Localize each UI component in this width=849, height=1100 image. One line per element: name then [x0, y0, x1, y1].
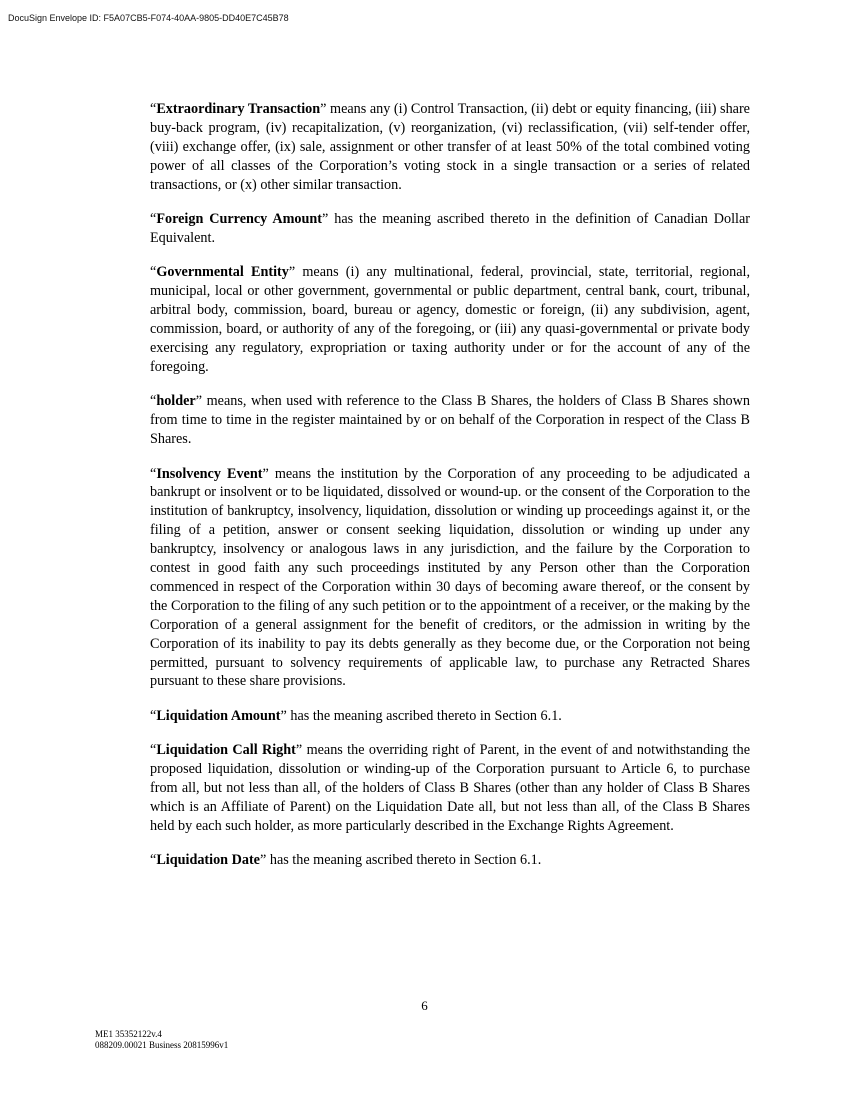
footer-line: ME1 35352122v.4 [95, 1029, 162, 1039]
definition-text: means, when used with reference to the Class B Shares, the holders of Class B Shares shown from time to time in the register maintained by or on behalf of the Corporation in respect of the Class B Shares. [150, 393, 750, 448]
definition-liquidation-date: “Liquidation Date” has the meaning ascribed thereto in Section 6.1. [150, 852, 542, 869]
definition-text: means (i) any multinational, federal, provincial, state, territorial, regional, municipal, local or other government, governmental or public department, central bank, court, tribunal, arbitral body, commission, board, bureau or agency, domestic or foreign, (ii) any subdivision, agent, commission, board, or authority of any of the foregoing, or (iii) any quasi-governmental or private body exercising any regulatory, expropriation or taxing authority under or for the account of any of the foregoing. [150, 264, 751, 375]
definition-text: means any (i) Control Transaction, (ii) debt or equity financing, (iii) share buy-back program, (iv) recapitalization, (v) reorganization, (vi) reclassification, (vii) self-tender offer, (viii) exchange offer, (ix) sale, assignment or other transfer of at least 50% of the total combined voting power of all classes of the Corporation’s voting stock in a single transaction or a series of related transactions, or (x) other similar transaction. [150, 101, 750, 193]
definition-text: has the meaning ascribed thereto in the definition of Canadian Dollar Equivalent. [150, 211, 750, 246]
definition-extraordinary-transaction: “Extraordinary Transaction” means any (i) Control Transaction, (ii) debt or equity financing, (iii) share buy-back program, (iv) recapitalization, (v) reorganization, (vi) reclassification, (vii) self-tender offer, (viii) exchange offer, (ix) sale, assignment or other transfer of at least 50% of the total combined voting power of all classes of the Corporation’s voting stock in a single transaction or a series of related transactions, or (x) other similar transaction. [150, 101, 750, 193]
definitions-body [150, 100, 750, 886]
defined-term: Liquidation Call Right [156, 742, 296, 759]
envelope-id: DocuSign Envelope ID: F5A07CB5-F074-40AA-9805-DD40E7C45B78 [8, 13, 289, 23]
definition-foreign-currency-amount: “Foreign Currency Amount” has the meaning ascribed thereto in the definition of Canadian Dollar Equivalent. [150, 211, 750, 246]
definition-text: means the institution by the Corporation of any proceeding to be adjudicated a bankrupt or insolvent or to be liquidated, dissolved or wound-up. or the consent of the Corporation to the institution of bankruptcy, insolvency, liquidation, dissolution or winding up proceedings against it, or the filing of a petition, answer or consent seeking liquidation, dissolution or winding up under any bankruptcy, insolvency or analogous laws in any jurisdiction, and the failure by the Corporation to contest in good faith any such proceedings instituted by any Person other than the Corporation commenced in respect of the Corporation within 30 days of becoming aware thereof, or the consent by the Corporation to the filing of any such petition or to the appointment of a receiver, or the making by the Corporation of a general assignment for the benefit of creditors, or the admission in writing by the Corporation of its inability to pay its debts generally as they become due, or the Corporation not being permitted, pursuant to solvency requirements of applicable law, to purchase any Retracted Shares pursuant to these share provisions. [150, 465, 750, 690]
definition-text: means the overriding right of Parent, in the event of and notwithstanding the proposed liquidation, dissolution or winding-up of the Corporation pursuant to Article 6, to purchase from all, but not less than all, of the holders of Class B Shares (other than any holder of Class B Shares which is an Affiliate of Parent) on the Liquidation Date all, but not less than all, of the Class B Shares held by each such holder, as more particularly described in the Exchange Rights Agreement. [150, 742, 750, 834]
defined-term: Extraordinary Transaction [156, 101, 321, 117]
definition-holder: “holder” means, when used with reference to the Class B Shares, the holders of Class B Shares shown from time to time in the register maintained by or on behalf of the Corporation in respect of the Class B Shares. [150, 393, 750, 448]
defined-term: Foreign Currency Amount [156, 211, 323, 228]
footer-line: 088209.00021 Business 20815996v1 [95, 1040, 229, 1050]
definition-text: has the meaning ascribed thereto in Section 6.1. [286, 707, 562, 724]
definition-insolvency-event: “Insolvency Event” means the institution by the Corporation of any proceeding to be adjudicated a bankrupt or insolvent or to be liquidated, dissolved or wound-up. or the consent of the Corporation to the institution of bankruptcy, insolvency, liquidation, dissolution or winding up proceedings against it, or the filing of a petition, answer or consent seeking liquidation, dissolution or winding up under any bankruptcy, insolvency or analogous laws in any jurisdiction, and the failure by the Corporation to contest in good faith any such proceedings instituted by any Person other than the Corporation commenced in respect of the Corporation within 30 days of becoming aware thereof, or the consent by the Corporation to the filing of any such petition or to the appointment of a receiver, or the making by the Corporation of a general assignment for the benefit of creditors, or the admission in writing by the Corporation of its inability to pay its debts generally as they become due, or the Corporation not being permitted, pursuant to solvency requirements of applicable law, to purchase any Retracted Shares pursuant to these share provisions. [150, 465, 750, 690]
defined-term: Insolvency Event [156, 465, 263, 482]
defined-term: Liquidation Date [156, 852, 260, 869]
definition-liquidation-call-right: “Liquidation Call Right” means the overriding right of Parent, in the event of and notwithstanding the proposed liquidation, dissolution or winding-up of the Corporation pursuant to Article 6, to purchase from all, but not less than all, of the holders of Class B Shares (other than any holder of Class B Shares which is an Affiliate of Parent) on the Liquidation Date all, but not less than all, of the Class B Shares held by each such holder, as more particularly described in the Exchange Rights Agreement. [150, 742, 750, 834]
definition-liquidation-amount: “Liquidation Amount” has the meaning ascribed thereto in Section 6.1. [150, 707, 562, 724]
defined-term: Governmental Entity [156, 264, 289, 281]
defined-term: Liquidation Amount [156, 707, 281, 724]
page-number: 6 [421, 998, 428, 1013]
definition-governmental-entity: “Governmental Entity” means (i) any multinational, federal, provincial, state, territorial, regional, municipal, local or other government, governmental or public department, central bank, court, tribunal, arbitral body, commission, board, bureau or agency, domestic or foreign, (ii) any subdivision, agent, commission, board, or authority of any of the foregoing, or (iii) any quasi-governmental or private body exercising any regulatory, expropriation or taxing authority under or for the account of any of the foregoing. [150, 264, 751, 375]
definition-text: has the meaning ascribed thereto in Section 6.1. [266, 852, 542, 869]
defined-term: holder [156, 393, 196, 410]
document-footer [95, 1029, 228, 1051]
